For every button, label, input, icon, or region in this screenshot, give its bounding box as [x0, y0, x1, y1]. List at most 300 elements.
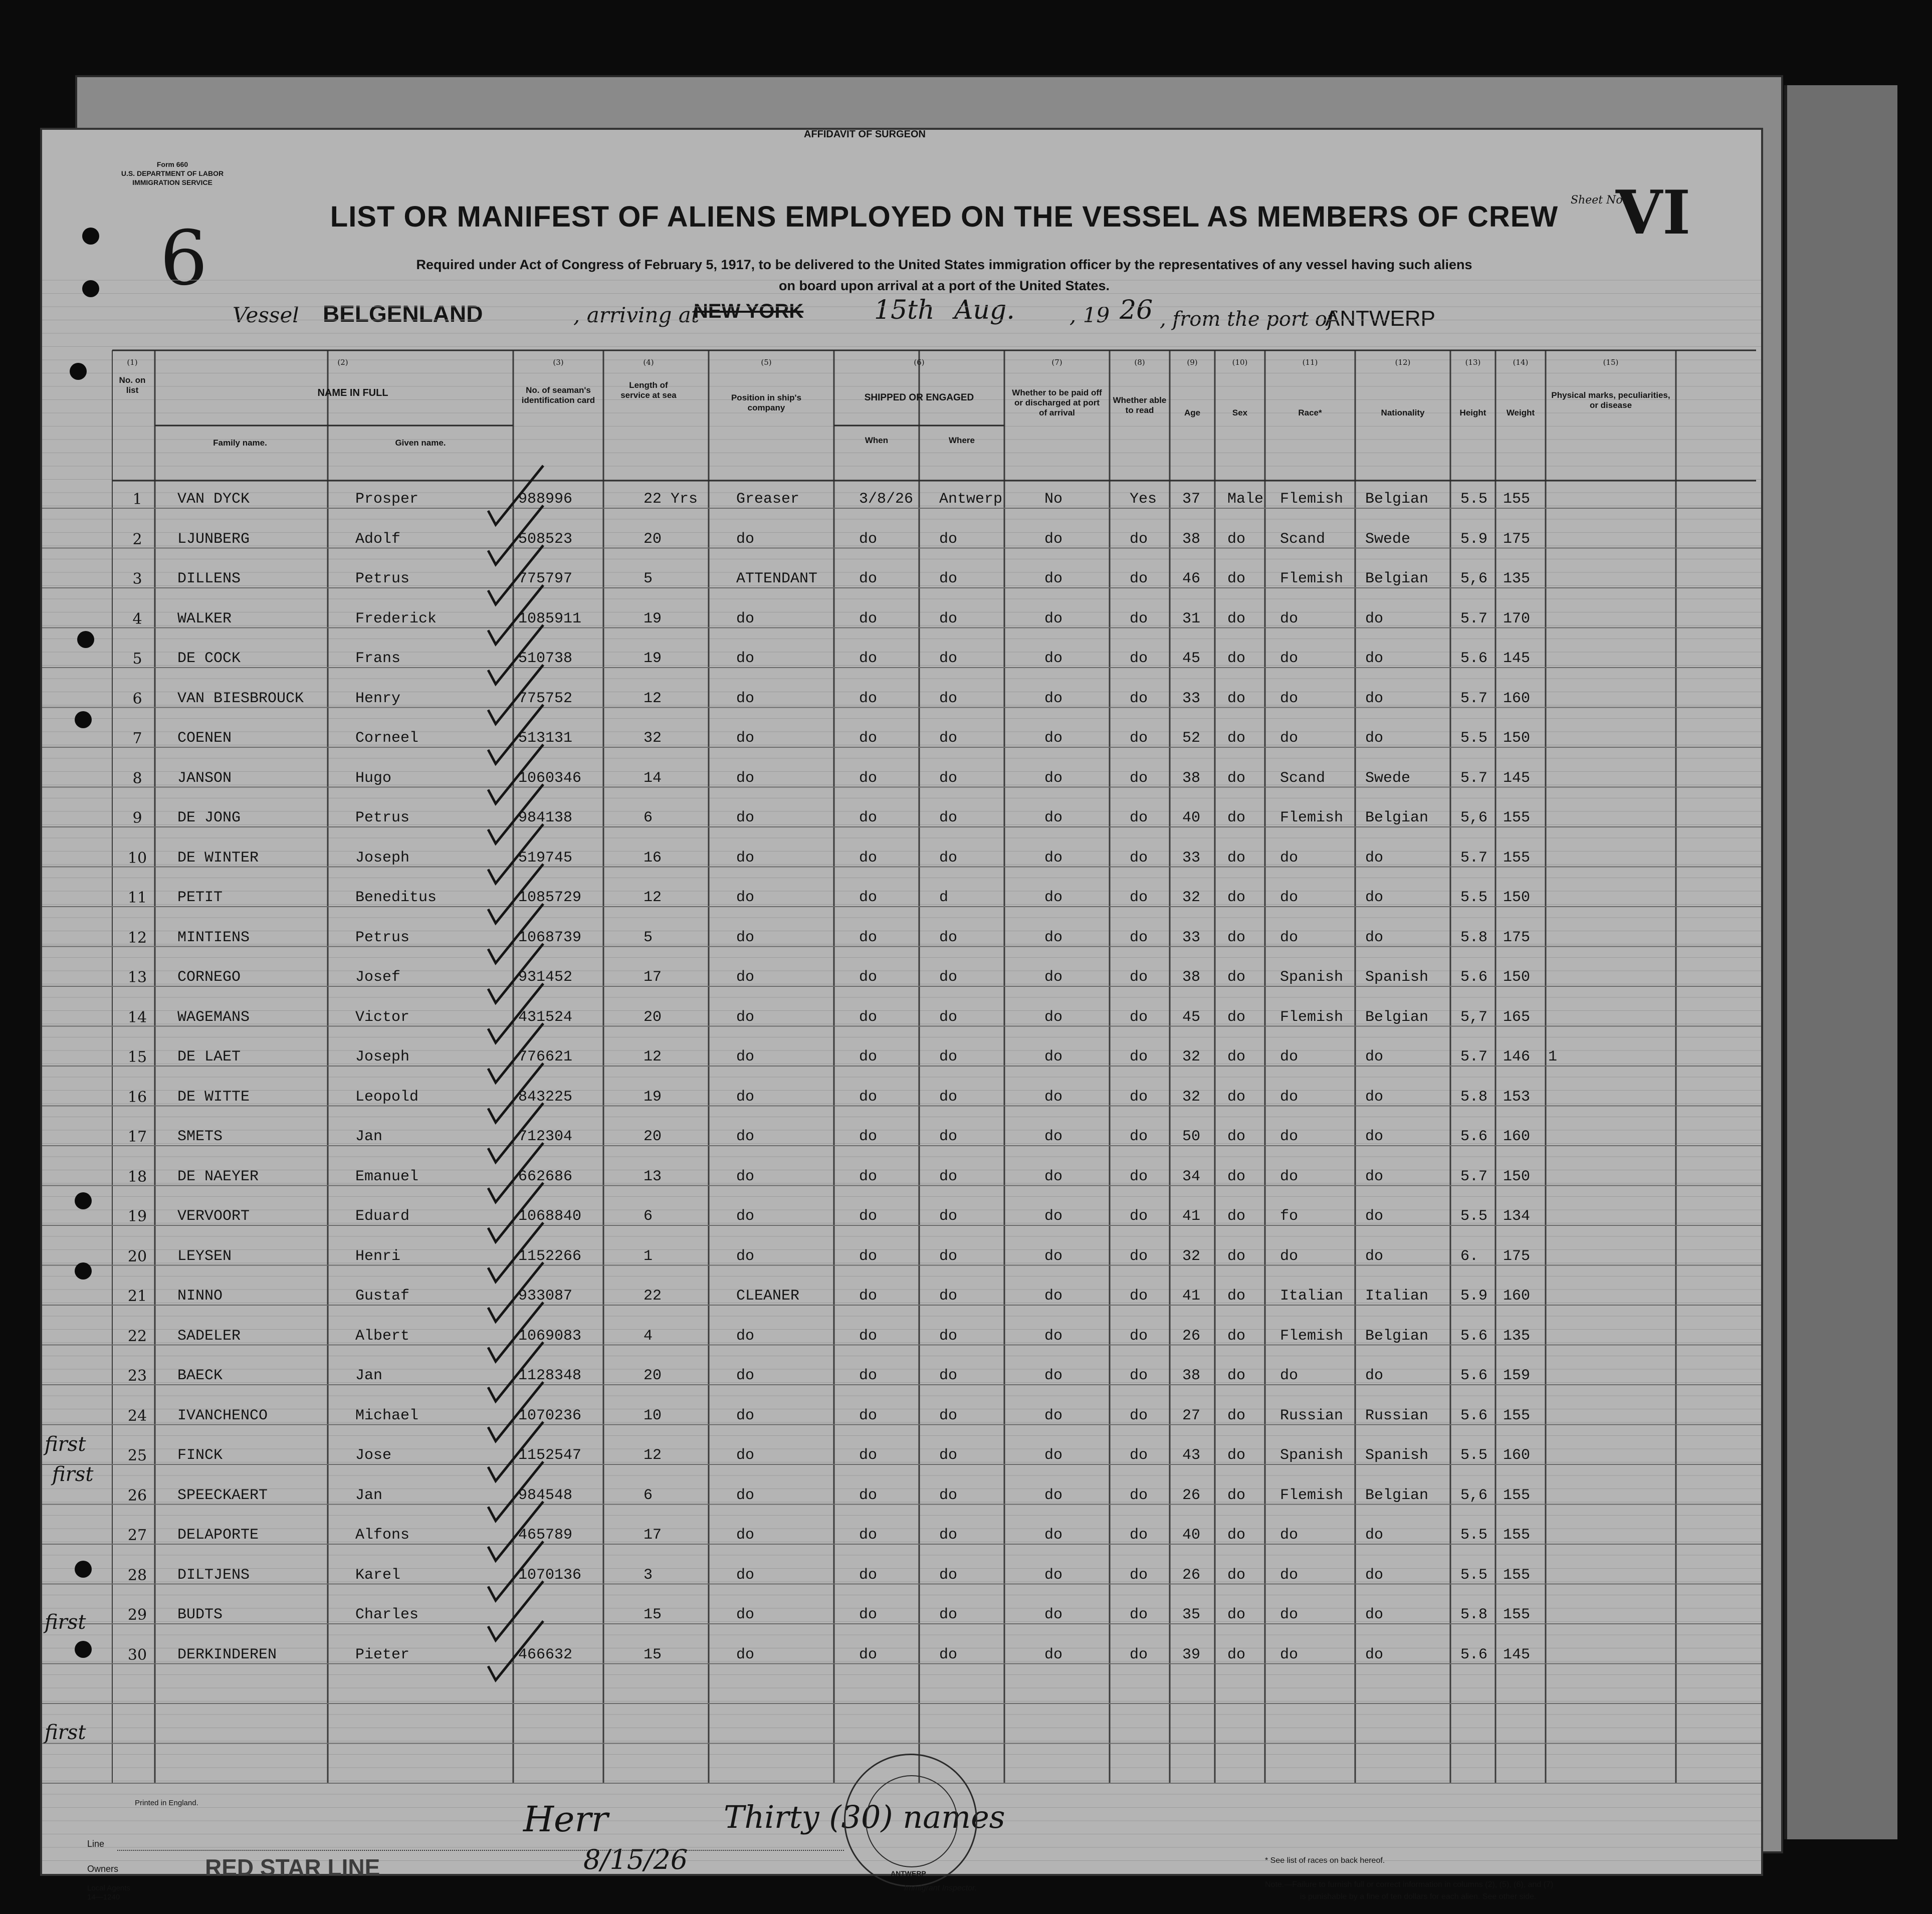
cell-no: 2 — [132, 530, 142, 548]
cell-given: Michael — [355, 1407, 419, 1424]
cell-card: 431524 — [518, 1008, 573, 1026]
cell-service: 20 — [643, 1008, 662, 1026]
cell-position: do — [736, 889, 755, 906]
cell-age: 26 — [1182, 1327, 1201, 1345]
cell-card: 465789 — [518, 1527, 573, 1544]
vessel-label: Vessel — [233, 303, 299, 327]
cell-when: do — [859, 1128, 878, 1145]
cell-card: 775752 — [518, 690, 573, 707]
cell-given: Jan — [355, 1486, 383, 1504]
cell-nat: do — [1365, 610, 1384, 627]
hdr-marks: Physical marks, peculiarities, or disease — [1551, 390, 1670, 410]
cell-position: Greaser — [736, 491, 800, 508]
cell-card: 1152266 — [518, 1247, 582, 1265]
cell-race: do — [1280, 929, 1299, 946]
cell-height: 5,6 — [1460, 809, 1488, 826]
col-num-6: (6) — [914, 358, 925, 367]
affidavit-header: AFFIDAVIT OF SURGEON — [804, 129, 926, 140]
cell-read: do — [1130, 1527, 1148, 1544]
cell-where: do — [939, 730, 958, 747]
department-label: U.S. DEPARTMENT OF LABOR — [121, 169, 224, 177]
cell-read: do — [1130, 1327, 1148, 1345]
cell-age: 32 — [1182, 1247, 1201, 1265]
hdr-shipped: SHIPPED OR ENGAGED — [864, 392, 974, 403]
cell-read: do — [1130, 650, 1148, 667]
port-of-arrival: NEW YORK — [694, 300, 804, 322]
cell-paid: do — [1044, 1288, 1063, 1305]
cell-nat: do — [1365, 650, 1384, 667]
cell-family: IVANCHENCO — [177, 1407, 268, 1424]
cell-sex: do — [1227, 1486, 1246, 1504]
cell-read: do — [1130, 1646, 1148, 1663]
cell-nat: Italian — [1365, 1288, 1429, 1305]
cell-weight: 160 — [1503, 1128, 1531, 1145]
cell-weight: 160 — [1503, 1288, 1531, 1305]
cell-sex: do — [1227, 1606, 1246, 1623]
cell-nat: do — [1365, 1208, 1384, 1225]
cell-height: 5.6 — [1460, 1327, 1488, 1345]
cell-where: do — [939, 530, 958, 548]
cell-no: 12 — [127, 929, 147, 947]
cell-height: 5.6 — [1460, 650, 1488, 667]
cell-race: do — [1280, 650, 1299, 667]
cell-nat: do — [1365, 730, 1384, 747]
binder-hole — [77, 631, 94, 648]
cell-paid: do — [1044, 809, 1063, 826]
col-num-8: (8) — [1134, 358, 1145, 367]
binder-hole — [75, 1192, 92, 1209]
cell-when: do — [859, 1208, 878, 1225]
cell-weight: 160 — [1503, 1447, 1531, 1464]
cell-family: VERVOORT — [177, 1208, 250, 1225]
col-num-4: (4) — [643, 358, 654, 367]
cell-race: fo — [1280, 1208, 1299, 1225]
cell-service: 15 — [643, 1606, 662, 1623]
signature-date: 8/15/26 — [583, 1844, 688, 1875]
inspector-signature: Herr — [523, 1799, 608, 1840]
cell-position: do — [736, 809, 755, 826]
cell-card: 984548 — [518, 1486, 573, 1504]
cell-no: 19 — [127, 1208, 147, 1225]
cell-height: 5.5 — [1460, 1208, 1488, 1225]
cell-position: do — [736, 1048, 755, 1066]
cell-paid: do — [1044, 1168, 1063, 1185]
cell-position: do — [736, 1367, 755, 1384]
cell-no: 29 — [127, 1606, 147, 1624]
cell-card: 775797 — [518, 570, 573, 587]
cell-weight: 155 — [1503, 809, 1531, 826]
cell-where: do — [939, 1367, 958, 1384]
cell-when: do — [859, 1606, 878, 1623]
cell-where: do — [939, 1407, 958, 1424]
cell-paid: do — [1044, 1247, 1063, 1265]
col-num-3: (3) — [553, 358, 564, 367]
binder-hole — [82, 280, 99, 297]
cell-service: 10 — [643, 1407, 662, 1424]
arrival-day: 15th — [874, 295, 935, 325]
col-num-12: (12) — [1395, 358, 1411, 367]
from-label: , from the port of — [1160, 308, 1335, 331]
cell-nat: do — [1365, 1367, 1384, 1384]
cell-race: Flemish — [1280, 1486, 1344, 1504]
cell-service: 20 — [643, 1128, 662, 1145]
cell-sex: do — [1227, 1646, 1246, 1663]
cell-paid: do — [1044, 929, 1063, 946]
cell-no: 11 — [127, 889, 147, 907]
cell-nat: Spanish — [1365, 969, 1429, 986]
cell-read: do — [1130, 1008, 1148, 1026]
cell-given: Frederick — [355, 610, 437, 627]
cell-note: 1 — [1548, 1048, 1558, 1066]
cell-weight: 135 — [1503, 1327, 1531, 1345]
cell-service: 12 — [643, 1447, 662, 1464]
cell-no: 3 — [132, 570, 142, 588]
cell-weight: 150 — [1503, 969, 1531, 986]
cell-family: DELAPORTE — [177, 1527, 259, 1544]
cell-nat: do — [1365, 929, 1384, 946]
margin-note-21: first — [45, 1433, 86, 1456]
cell-paid: No — [1044, 491, 1063, 508]
cell-read: do — [1130, 1407, 1148, 1424]
hdr-sex: Sex — [1232, 408, 1248, 417]
cell-family: DE JONG — [177, 809, 241, 826]
cell-no: 5 — [132, 650, 142, 668]
cell-sex: do — [1227, 1327, 1246, 1345]
cell-when: do — [859, 730, 878, 747]
cell-no: 6 — [132, 690, 142, 708]
cell-weight: 175 — [1503, 929, 1531, 946]
cell-paid: do — [1044, 1008, 1063, 1026]
cell-when: do — [859, 849, 878, 867]
cell-sex: do — [1227, 730, 1246, 747]
cell-paid: do — [1044, 730, 1063, 747]
cell-no: 10 — [127, 849, 147, 867]
cell-read: do — [1130, 1566, 1148, 1584]
cell-age: 50 — [1182, 1128, 1201, 1145]
cell-read: do — [1130, 570, 1148, 587]
cell-nat: Belgian — [1365, 1008, 1429, 1026]
cell-given: Henry — [355, 690, 401, 707]
cell-sex: do — [1227, 1247, 1246, 1265]
cell-given: Joseph — [355, 1048, 410, 1066]
cell-position: do — [736, 969, 755, 986]
cell-age: 45 — [1182, 650, 1201, 667]
cell-family: WAGEMANS — [177, 1008, 250, 1026]
cell-weight: 165 — [1503, 1008, 1531, 1026]
cell-height: 5.5 — [1460, 1527, 1488, 1544]
cell-where: do — [939, 1486, 958, 1504]
cell-card: 931452 — [518, 969, 573, 986]
cell-family: DE COCK — [177, 650, 241, 667]
cell-no: 4 — [132, 610, 142, 628]
cell-race: do — [1280, 1566, 1299, 1584]
cell-position: do — [736, 730, 755, 747]
cell-where: do — [939, 690, 958, 707]
cell-position: ATTENDANT — [736, 570, 818, 587]
cell-read: do — [1130, 690, 1148, 707]
cell-height: 5.8 — [1460, 929, 1488, 946]
hdr-when: When — [865, 436, 889, 445]
cell-when: do — [859, 809, 878, 826]
col-num-5: (5) — [761, 358, 772, 367]
hdr-race: Race* — [1298, 408, 1322, 417]
cell-where: do — [939, 1646, 958, 1663]
cell-given: Prosper — [355, 491, 419, 508]
cell-race: Russian — [1280, 1407, 1344, 1424]
cell-age: 27 — [1182, 1407, 1201, 1424]
cell-service: 22 Yrs — [643, 491, 698, 508]
hdr-given-name: Given name. — [395, 438, 446, 448]
cell-service: 14 — [643, 769, 662, 787]
hdr-where: Where — [949, 436, 975, 445]
cell-race: do — [1280, 690, 1299, 707]
cell-sex: Male — [1227, 491, 1264, 508]
cell-sex: do — [1227, 769, 1246, 787]
cell-read: do — [1130, 1168, 1148, 1185]
arrival-month: Aug. — [954, 295, 1015, 325]
cell-card: 712304 — [518, 1128, 573, 1145]
cell-where: do — [939, 1327, 958, 1345]
cell-paid: do — [1044, 1447, 1063, 1464]
cell-card: 519745 — [518, 849, 573, 867]
cell-service: 15 — [643, 1646, 662, 1663]
cell-race: Flemish — [1280, 809, 1344, 826]
cell-race: do — [1280, 730, 1299, 747]
cell-height: 5.9 — [1460, 1288, 1488, 1305]
cell-paid: do — [1044, 610, 1063, 627]
cell-no: 15 — [127, 1048, 147, 1066]
cell-height: 5.5 — [1460, 889, 1488, 906]
cell-service: 1 — [643, 1247, 653, 1265]
cell-family: LJUNBERG — [177, 530, 250, 548]
cell-weight: 155 — [1503, 1407, 1531, 1424]
cell-height: 5.7 — [1460, 849, 1488, 867]
cell-paid: do — [1044, 1088, 1063, 1106]
cell-weight: 175 — [1503, 530, 1531, 548]
cell-height: 5.6 — [1460, 1128, 1488, 1145]
cell-weight: 145 — [1503, 769, 1531, 787]
cell-given: Albert — [355, 1327, 410, 1345]
cell-read: do — [1130, 849, 1148, 867]
cell-given: Beneditus — [355, 889, 437, 906]
cell-read: do — [1130, 809, 1148, 826]
cell-service: 5 — [643, 570, 653, 587]
cell-read: do — [1130, 889, 1148, 906]
cell-where: do — [939, 610, 958, 627]
year-prefix: , 19 — [1069, 303, 1110, 327]
cell-where: do — [939, 1247, 958, 1265]
cell-given: Eduard — [355, 1208, 410, 1225]
cell-where: do — [939, 969, 958, 986]
cell-age: 38 — [1182, 1367, 1201, 1384]
cell-family: DERKINDEREN — [177, 1646, 277, 1663]
cell-read: do — [1130, 610, 1148, 627]
cell-paid: do — [1044, 1327, 1063, 1345]
col-num-14: (14) — [1513, 358, 1529, 367]
cell-race: do — [1280, 1527, 1299, 1544]
cell-weight: 155 — [1503, 1606, 1531, 1623]
cell-race: do — [1280, 1367, 1299, 1384]
cell-height: 5,6 — [1460, 570, 1488, 587]
subtitle-line2: on board upon arrival at a port of the United States. — [778, 278, 1110, 293]
subtitle-line1: Required under Act of Congress of February 5, 1917, to be delivered to the United States immigration officer by the representatives of any vessel having such aliens — [416, 257, 1472, 272]
cell-family: DE WITTE — [177, 1088, 250, 1106]
cell-nat: Belgian — [1365, 809, 1429, 826]
cell-given: Frans — [355, 650, 401, 667]
cell-sex: do — [1227, 1407, 1246, 1424]
vessel-name: BELGENLAND — [323, 301, 483, 327]
cell-nat: Russian — [1365, 1407, 1429, 1424]
cell-sex: do — [1227, 1088, 1246, 1106]
agents-code: 14—1240 — [87, 1893, 120, 1901]
owners-label: Owners — [87, 1864, 119, 1874]
cell-position: do — [736, 610, 755, 627]
cell-paid: do — [1044, 1367, 1063, 1384]
cell-service: 32 — [643, 730, 662, 747]
cell-family: DILTJENS — [177, 1566, 250, 1584]
cell-weight: 134 — [1503, 1208, 1531, 1225]
cell-age: 35 — [1182, 1606, 1201, 1623]
cell-sex: do — [1227, 1447, 1246, 1464]
cell-paid: do — [1044, 1606, 1063, 1623]
cell-nat: Belgian — [1365, 570, 1429, 587]
cell-race: Flemish — [1280, 570, 1344, 587]
cell-when: do — [859, 1646, 878, 1663]
cell-card: 933087 — [518, 1288, 573, 1305]
cell-no: 28 — [127, 1566, 147, 1584]
cell-given: Corneel — [355, 730, 419, 747]
cell-nat: Spanish — [1365, 1447, 1429, 1464]
cell-card: 1068840 — [518, 1208, 582, 1225]
sheet-label: Sheet No. — [1571, 194, 1626, 206]
cell-given: Jan — [355, 1367, 383, 1384]
cell-nat: Belgian — [1365, 1327, 1429, 1345]
cell-no: 30 — [127, 1646, 147, 1664]
cell-weight: 155 — [1503, 491, 1531, 508]
cell-no: 14 — [127, 1008, 147, 1026]
cell-paid: do — [1044, 769, 1063, 787]
cell-position: do — [736, 650, 755, 667]
cell-where: do — [939, 769, 958, 787]
cell-race: do — [1280, 610, 1299, 627]
cell-weight: 155 — [1503, 1566, 1531, 1584]
cell-service: 4 — [643, 1327, 653, 1345]
cell-height: 5.6 — [1460, 1367, 1488, 1384]
race-footnote: * See list of races on back hereof. — [1265, 1856, 1385, 1865]
cell-position: do — [736, 1327, 755, 1345]
cell-race: do — [1280, 1088, 1299, 1106]
cell-nat: do — [1365, 690, 1384, 707]
fine-note — [1265, 1879, 1553, 1903]
cell-read: do — [1130, 1447, 1148, 1464]
cell-paid: do — [1044, 530, 1063, 548]
cell-when: do — [859, 1288, 878, 1305]
cell-position: do — [736, 1088, 755, 1106]
cell-sex: do — [1227, 809, 1246, 826]
cell-sex: do — [1227, 690, 1246, 707]
cell-height: 6. — [1460, 1247, 1479, 1265]
cell-age: 32 — [1182, 1048, 1201, 1066]
cell-given: Jose — [355, 1447, 392, 1464]
cell-age: 34 — [1182, 1168, 1201, 1185]
hdr-length-service: Length of service at sea — [620, 380, 677, 400]
cell-service: 17 — [643, 969, 662, 986]
cell-read: do — [1130, 929, 1148, 946]
cell-paid: do — [1044, 889, 1063, 906]
cell-read: Yes — [1130, 491, 1157, 508]
cell-sex: do — [1227, 1566, 1246, 1584]
cell-when: do — [859, 1566, 878, 1584]
cell-card: 843225 — [518, 1088, 573, 1106]
cell-family: COENEN — [177, 730, 232, 747]
cell-paid: do — [1044, 969, 1063, 986]
cell-service: 13 — [643, 1168, 662, 1185]
cell-where: do — [939, 1447, 958, 1464]
cell-service: 16 — [643, 849, 662, 867]
cell-height: 5.8 — [1460, 1088, 1488, 1106]
cell-given: Hugo — [355, 769, 392, 787]
cell-weight: 135 — [1503, 570, 1531, 587]
cell-read: do — [1130, 1367, 1148, 1384]
cell-paid: do — [1044, 1566, 1063, 1584]
cell-age: 33 — [1182, 929, 1201, 946]
cell-card: 513131 — [518, 730, 573, 747]
col-num-13: (13) — [1465, 358, 1481, 367]
line-label: Line — [87, 1839, 105, 1849]
cell-when: do — [859, 929, 878, 946]
col-num-11: (11) — [1302, 358, 1318, 367]
cell-age: 52 — [1182, 730, 1201, 747]
cell-race: Italian — [1280, 1288, 1344, 1305]
cell-when: do — [859, 530, 878, 548]
cell-nat: do — [1365, 1088, 1384, 1106]
cell-family: DILLENS — [177, 570, 241, 587]
cell-no: 16 — [127, 1088, 147, 1106]
cell-nat: do — [1365, 1527, 1384, 1544]
hdr-name-in-full: NAME IN FULL — [317, 387, 388, 398]
cell-when: do — [859, 1527, 878, 1544]
cell-position: do — [736, 1128, 755, 1145]
consulate-seal — [844, 1754, 977, 1887]
cell-height: 5.7 — [1460, 1168, 1488, 1185]
cell-read: do — [1130, 530, 1148, 548]
cell-position: CLEANER — [736, 1288, 800, 1305]
cell-paid: do — [1044, 1646, 1063, 1663]
cell-nat: Belgian — [1365, 491, 1429, 508]
cell-no: 21 — [127, 1288, 147, 1305]
cell-family: BUDTS — [177, 1606, 223, 1623]
cell-family: DE WINTER — [177, 849, 259, 867]
cell-when: do — [859, 570, 878, 587]
cell-age: 31 — [1182, 610, 1201, 627]
hdr-id-card: No. of seaman's identification card — [521, 385, 595, 405]
cell-card: 1152547 — [518, 1447, 582, 1464]
seal-text: ANTWERP — [891, 1869, 926, 1877]
cell-card: 776621 — [518, 1048, 573, 1066]
cell-card: 510738 — [518, 650, 573, 667]
cell-position: do — [736, 929, 755, 946]
cell-height: 5.7 — [1460, 690, 1488, 707]
binder-hole — [70, 363, 87, 380]
cell-height: 5.5 — [1460, 1447, 1488, 1464]
cell-when: do — [859, 1367, 878, 1384]
cell-race: do — [1280, 1247, 1299, 1265]
cell-paid: do — [1044, 1208, 1063, 1225]
cell-age: 41 — [1182, 1288, 1201, 1305]
cell-where: do — [939, 1008, 958, 1026]
cell-position: do — [736, 1008, 755, 1026]
cell-nat: do — [1365, 1247, 1384, 1265]
